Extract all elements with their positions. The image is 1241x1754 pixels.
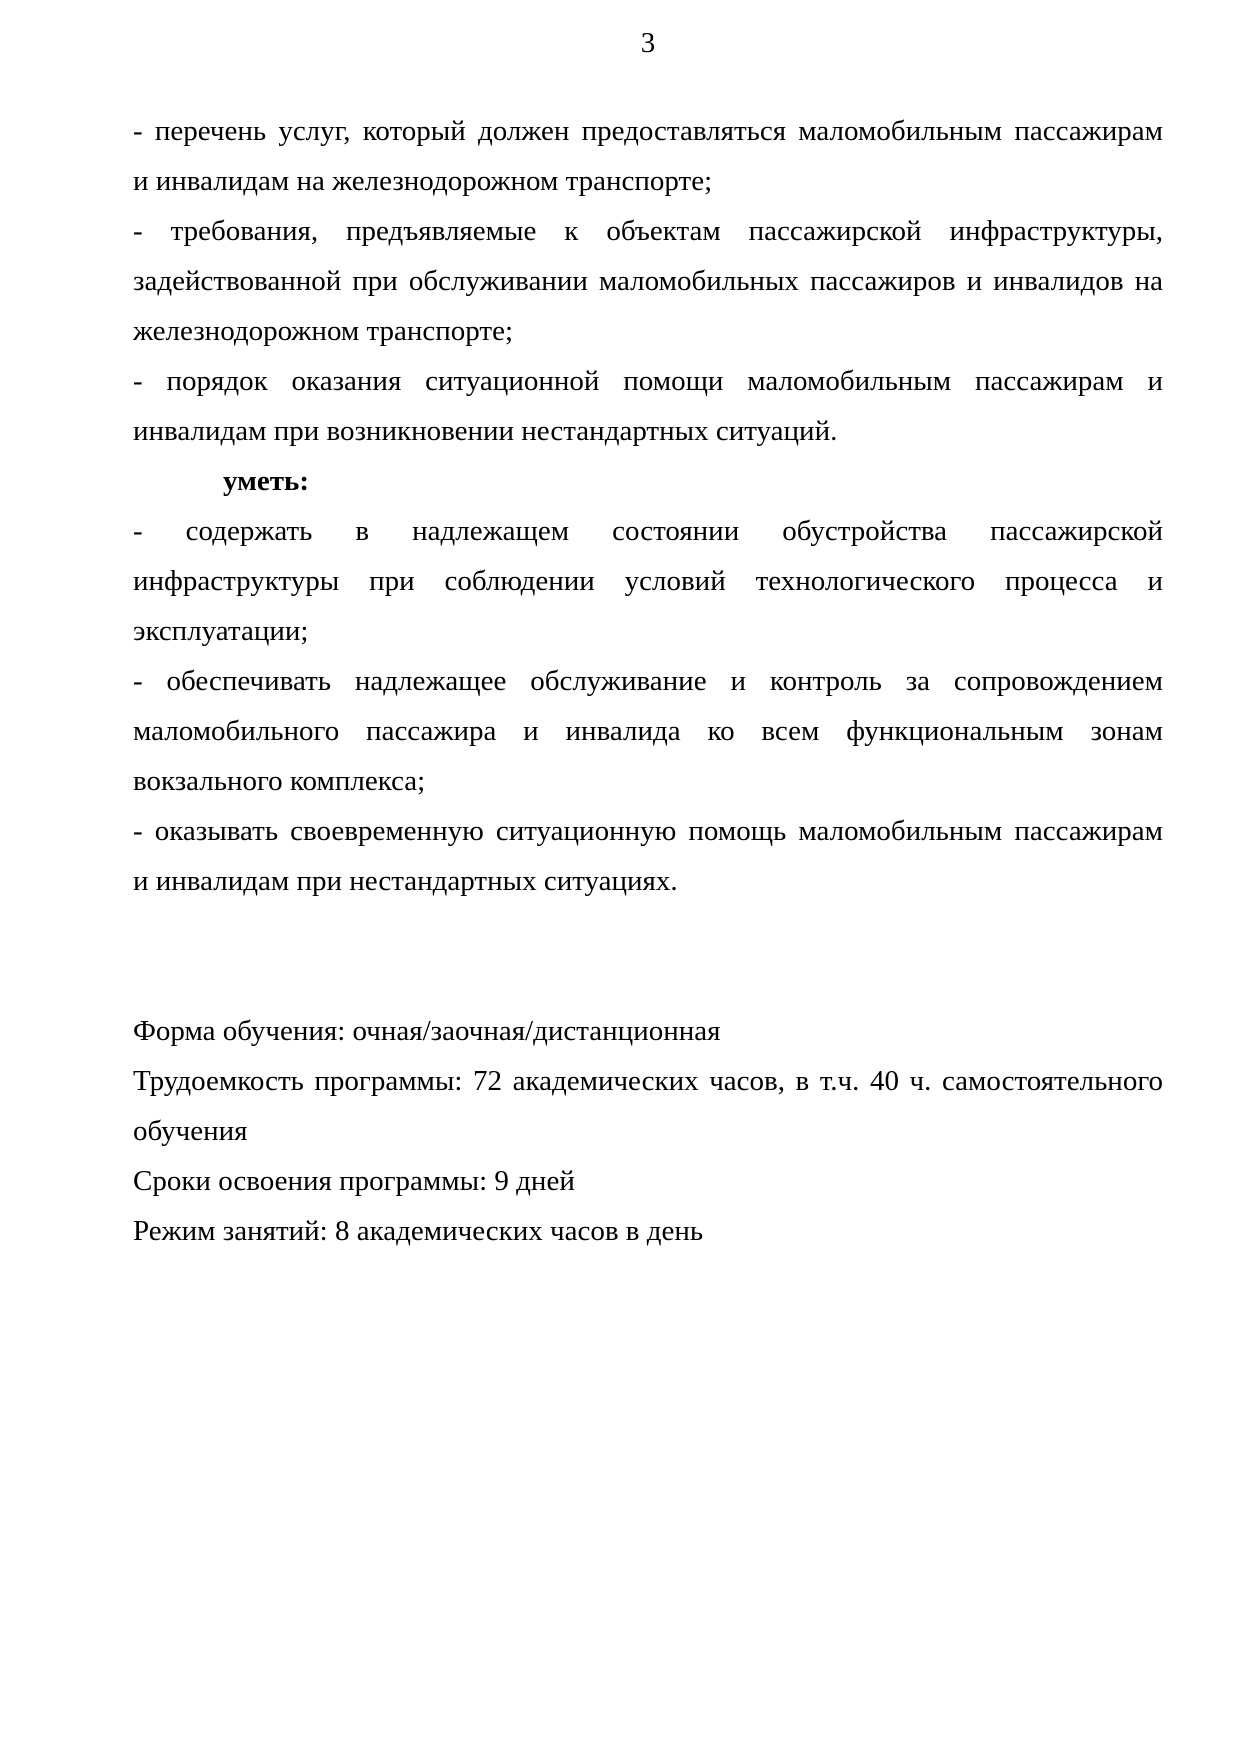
text-line: вокзального комплекса; [133,765,426,797]
program-daily-schedule [133,1206,1163,1256]
text-line: и инвалидам при нестандартных ситуациях. [133,865,678,897]
program-duration [133,1156,1163,1206]
skill-item-maintain-infrastructure [133,506,1163,656]
program-form-of-training [133,1006,1163,1056]
blank-gap [133,906,1163,1006]
text-line: - содержать в надлежащем состоянии обустройства пассажирской [133,515,1163,547]
knowledge-item-services-list [133,106,1163,206]
text-line: - требования, предъявляемые к объектам пассажирской инфраструктуры, [133,215,1163,247]
text-line: - оказывать своевременную ситуационную помощь маломобильным пассажирам [133,815,1163,847]
text-line: железнодорожном транспорте; [133,315,514,347]
text-line: уметь: [223,465,309,497]
program-workload [133,1056,1163,1156]
document-body [133,106,1163,1256]
text-line: - порядок оказания ситуационной помощи маломобильным пассажирам и [133,365,1163,397]
page-header [133,18,1163,68]
skill-item-ensure-service-and-control [133,656,1163,806]
skills-heading [133,456,1163,506]
text-line: и инвалидам на железнодорожном транспорте; [133,165,713,197]
text-line: Форма обучения: очная/заочная/дистанционная [133,1015,721,1047]
text-line: - обеспечивать надлежащее обслуживание и контроль за сопровождением [133,665,1163,697]
page-number: 3 [640,27,656,59]
text-line: Трудоемкость программы: 72 академических часов, в т.ч. 40 ч. самостоятельного [133,1065,1163,1097]
knowledge-item-infrastructure-requirements [133,206,1163,356]
text-line: Сроки освоения программы: 9 дней [133,1165,575,1197]
text-line: маломобильного пассажира и инвалида ко всем функциональным зонам [133,715,1163,747]
knowledge-item-situational-help-order [133,356,1163,456]
text-line: задействованной при обслуживании маломобильных пассажиров и инвалидов на [133,265,1163,297]
text-line: обучения [133,1115,248,1147]
text-line: - перечень услуг, который должен предоставляться маломобильным пассажирам [133,115,1163,147]
text-line: инвалидам при возникновении нестандартных ситуаций. [133,415,838,447]
text-line: инфраструктуры при соблюдении условий технологического процесса и [133,565,1163,597]
text-line: Режим занятий: 8 академических часов в день [133,1215,704,1247]
skill-item-provide-timely-help [133,806,1163,906]
text-line: эксплуатации; [133,615,309,647]
